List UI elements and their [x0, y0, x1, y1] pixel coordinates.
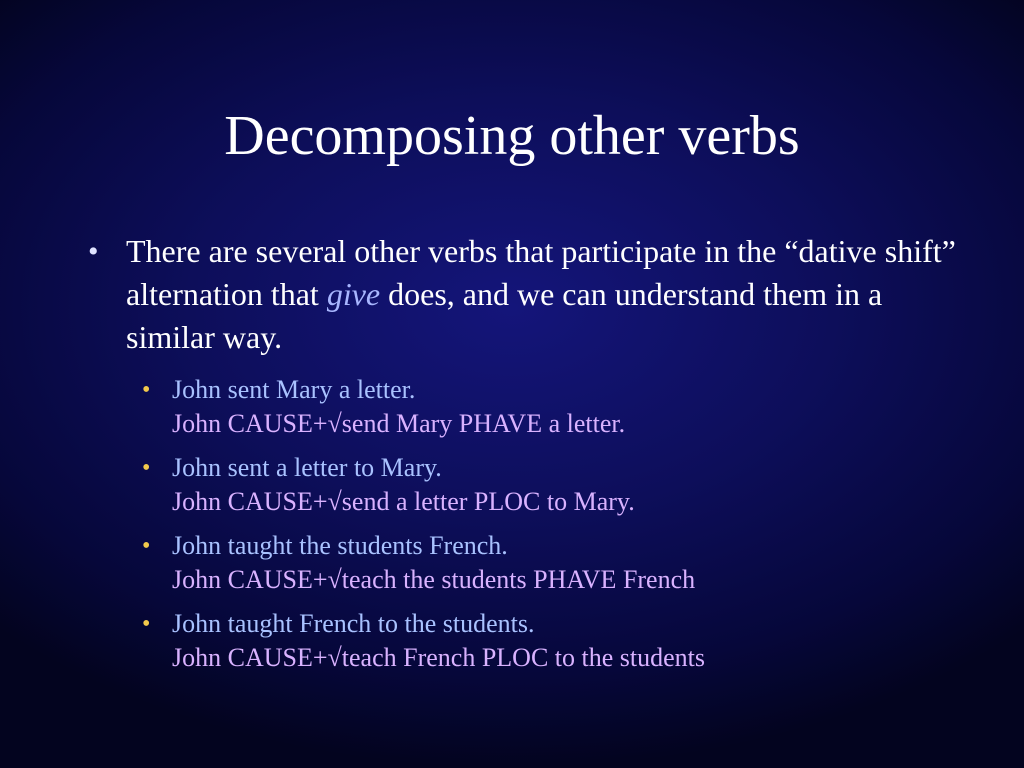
example-sentence: John taught French to the students.: [172, 609, 535, 638]
example-sentence: John taught the students French.: [172, 531, 508, 560]
example-sentence: John sent Mary a letter.: [172, 375, 416, 404]
main-bullet-item: [80, 230, 960, 359]
main-bullet-emphasis: give: [326, 276, 381, 312]
sub-bullet-icon: •: [142, 377, 151, 403]
sub-bullet-icon: •: [142, 611, 151, 637]
example-decomposition: John CAUSE+√send a letter PLOC to Mary.: [172, 487, 635, 516]
sub-bullet-list: [80, 373, 960, 675]
sub-bullet-item: [142, 607, 960, 675]
sub-bullet-icon: •: [142, 533, 151, 559]
slide-body: [80, 230, 960, 685]
sub-bullet-icon: •: [142, 455, 151, 481]
sub-bullet-item: [142, 373, 960, 441]
example-decomposition: John CAUSE+√teach the students PHAVE French: [172, 565, 696, 594]
example-sentence: John sent a letter to Mary.: [172, 453, 442, 482]
example-decomposition: John CAUSE+√teach French PLOC to the students: [172, 643, 705, 672]
main-bullet-text-after: does, and we can understand them in a similar way.: [126, 276, 883, 355]
example-decomposition: John CAUSE+√send Mary PHAVE a letter.: [172, 409, 626, 438]
sub-bullet-item: [142, 451, 960, 519]
sub-bullet-item: [142, 529, 960, 597]
main-bullet-text-before: There are several other verbs that participate in the “dative shift” alternation that: [126, 233, 956, 312]
slide-title: Decomposing other verbs: [224, 105, 800, 167]
bullet-icon: •: [88, 235, 99, 268]
